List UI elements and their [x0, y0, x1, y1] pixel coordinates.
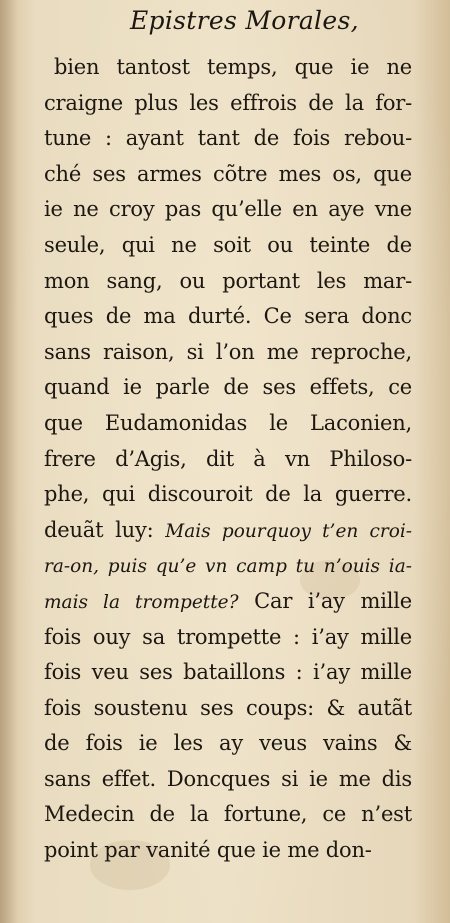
text-line: frere d’Agis, dit à vn Philoso-	[44, 446, 412, 471]
text-line: de fois ie les ay veus vains &	[44, 731, 412, 756]
text-line: bien tantost temps, que ie ne	[54, 55, 412, 79]
text-line: sans effet. Doncques si ie me dis	[44, 766, 412, 791]
text-line: Medecin de la fortune, ce n’est	[44, 802, 412, 827]
text-line: deuãt luy: Mais pourquoy t’en croi-	[44, 517, 412, 542]
text-line: ie ne croy pas qu’elle en aye vne	[44, 197, 412, 222]
text-line	[44, 548, 412, 584]
text-line: phe, qui discouroit de la guerre.	[44, 482, 412, 507]
text-line: craigne plus les effrois de la for-	[44, 90, 412, 115]
text-line: mon sang, ou portant les mar-	[44, 268, 412, 293]
text-line: que Eudamonidas le Laconien,	[44, 410, 412, 435]
text-line: fois ouy sa trompette : i’ay mille	[44, 624, 412, 649]
text-line: fois veu ses bataillons : i’ay mille	[44, 660, 412, 685]
text-line: seule, qui ne soit ou teinte de	[44, 232, 412, 257]
text-line: tune : ayant tant de fois rebou-	[44, 126, 412, 151]
italic-quote: Mais pourquoy t’en croi-	[165, 520, 412, 542]
gutter-shadow	[0, 0, 18, 923]
text-line: sans raison, si l’on me reproche,	[44, 339, 412, 364]
text-line: point par vanité que ie me don-	[44, 838, 372, 863]
text-line: fois soustenu ses coups: & autãt	[44, 695, 412, 720]
italic-quote: ra-on, puis qu’e vn camp tu n’ouis ia-	[44, 556, 412, 578]
body-text	[44, 50, 412, 869]
text-line: ques de ma durté. Ce sera donc	[44, 304, 412, 329]
text-line: ché ses armes cõtre mes os, que	[44, 161, 412, 186]
italic-quote: mais la trompette?	[44, 591, 239, 613]
text-line: quand ie parle de ses effets, ce	[44, 375, 412, 400]
text-line: mais la trompette? Car i’ay mille	[44, 588, 412, 613]
running-head: Epistres Morales,	[130, 6, 359, 35]
